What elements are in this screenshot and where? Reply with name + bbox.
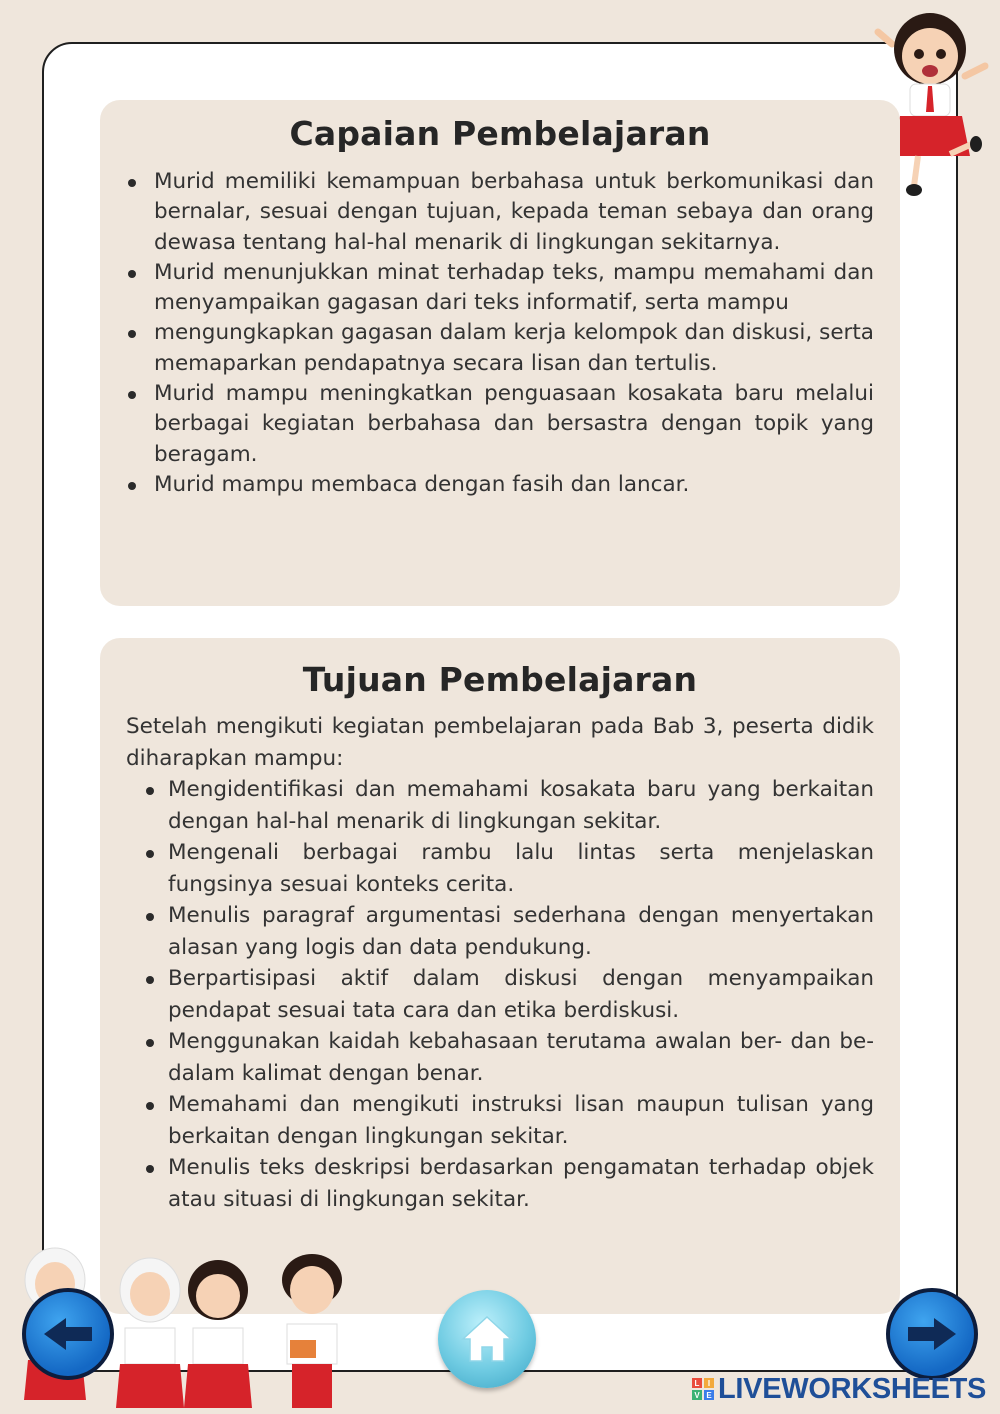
tujuan-title: Tujuan Pembelajaran (302, 660, 698, 699)
student-2 (116, 1258, 184, 1408)
list-item: Menggunakan kaidah kebahasaan terutama awalan ber- dan be- dalam kalimat dengan benar. (168, 1026, 874, 1089)
list-item: Mengidentifikasi dan memahami kosakata baru yang berkaitan dengan hal-hal menarik di lingkungan sekitar. (168, 774, 874, 837)
liveworksheets-logo-icon: L I V E (692, 1378, 714, 1400)
tujuan-card (100, 638, 900, 1314)
list-item: Murid menunjukkan minat terhadap teks, mampu memahami dan menyampaikan gagasan dari teks informatif, serta mampu (140, 258, 874, 319)
list-item: Menulis paragraf argumentasi sederhana dengan menyertakan alasan yang logis dan data pendukung. (168, 900, 874, 963)
capaian-card (100, 100, 900, 606)
girl-arm-right (965, 66, 985, 76)
student-4 (282, 1254, 342, 1408)
capaian-list (126, 167, 874, 500)
liveworksheets-brand[interactable] (692, 1372, 986, 1406)
girl-arm-left (878, 32, 892, 44)
arrow-right-icon (904, 1314, 960, 1354)
list-item: Murid mampu meningkatkan penguasaan kosakata baru melalui berbagai kegiatan berbahasa dan bersastra dengan topik yang beragam. (140, 379, 874, 470)
next-button[interactable] (886, 1288, 978, 1380)
list-item: Murid memiliki kemampuan berbahasa untuk berkomunikasi dan bernalar, sesuai dengan tujuan, kepada teman sebaya dan orang dewasa tentang hal-hal menarik di lingkungan sekitarnya. (140, 167, 874, 258)
list-item: Mengenali berbagai rambu lalu lintas serta menjelaskan fungsinya sesuai konteks cerita. (168, 837, 874, 900)
tujuan-intro: Setelah mengikuti kegiatan pembelajaran pada Bab 3, peserta didik diharapkan mampu: (126, 714, 874, 771)
list-item: Memahami dan mengikuti instruksi lisan maupun tulisan yang berkaitan dengan lingkungan sekitar. (168, 1089, 874, 1152)
prev-button[interactable] (22, 1288, 114, 1380)
list-item: mengungkapkan gagasan dalam kerja kelompok dan diskusi, serta memaparkan pendapatnya secara lisan dan tertulis. (140, 318, 874, 379)
brand-name: LIVEWORKSHEETS (718, 1372, 987, 1405)
tujuan-list (168, 774, 874, 1215)
student-3 (184, 1260, 252, 1408)
capaian-title: Capaian Pembelajaran (289, 114, 711, 153)
arrow-left-icon (40, 1314, 96, 1354)
home-button[interactable] (438, 1290, 536, 1388)
list-item: Murid mampu membaca dengan fasih dan lancar. (140, 470, 874, 500)
list-item: Berpartisipasi aktif dalam diskusi dengan menyampaikan pendapat sesuai tata cara dan etika berdiskusi. (168, 963, 874, 1026)
home-icon (459, 1313, 515, 1365)
list-item: Menulis teks deskripsi berdasarkan pengamatan terhadap objek atau situasi di lingkungan sekitar. (168, 1152, 874, 1215)
